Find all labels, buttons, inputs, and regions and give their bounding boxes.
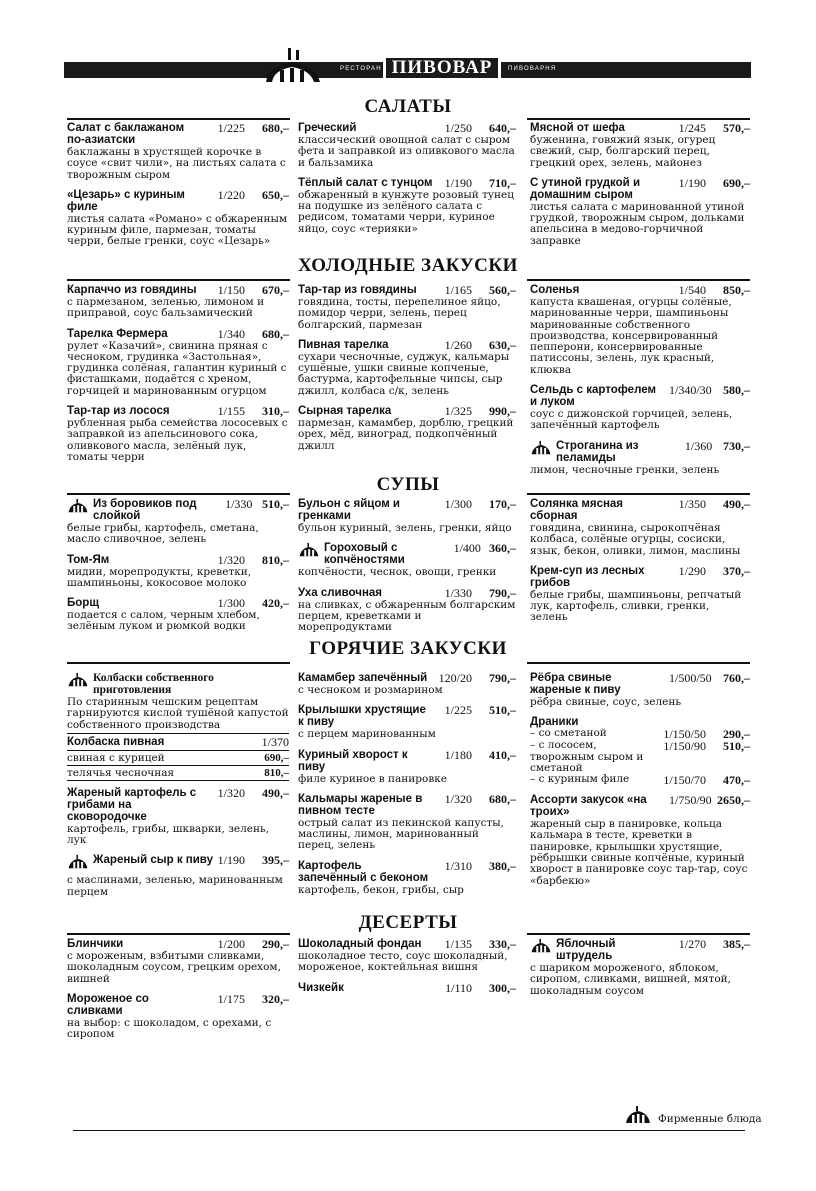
item-price: 410,–	[489, 747, 516, 762]
menu-item	[298, 498, 516, 534]
variant-label: – с куриным филе	[530, 773, 630, 786]
menu-item-row	[298, 587, 516, 599]
item-description: говядина, свинина, сырокопчёная колбаса, солёные огурцы, сосиски, язык, бекон, оливки, лимон, маслины	[530, 522, 741, 557]
item-name: Из боровиков под слойкой	[93, 498, 197, 522]
item-description: баклажаны в хрустящей корочке в соусе «свит чили», на листьях салата с творожным сыром	[67, 146, 286, 181]
menu-item-row	[67, 284, 289, 296]
menu-item	[67, 122, 289, 181]
brewery-icon	[67, 672, 89, 692]
menu-item-row	[530, 177, 750, 201]
item-name: Яблочный штрудель	[556, 938, 616, 962]
item-weight: 1/175	[217, 991, 245, 1006]
item-weight: 1/320	[217, 552, 245, 567]
menu-item-row	[67, 498, 289, 522]
item-price: 420,–	[262, 596, 289, 611]
menu-item-row	[298, 177, 516, 189]
item-price: 360,–	[489, 541, 516, 556]
menu-column	[67, 498, 289, 641]
menu-item	[67, 284, 289, 320]
price-variant-row	[530, 740, 750, 774]
item-weight: 1/340	[217, 326, 245, 341]
menu-item	[530, 440, 750, 476]
menu-item-row	[530, 498, 750, 522]
brewery-icon	[624, 1106, 652, 1128]
divider	[67, 118, 290, 120]
item-price: 380,–	[489, 858, 516, 873]
item-name: Гороховый с копчёностями	[324, 542, 405, 567]
item-name: Греческий	[298, 122, 357, 134]
item-description: говядина, тосты, перепелиное яйцо, помидор черри, зелень, перец болгарский, пармезан	[298, 296, 501, 331]
menu-item	[298, 405, 516, 452]
menu-item-row	[67, 597, 289, 609]
menu-column	[67, 284, 289, 471]
item-weight: 1/500/50	[669, 671, 712, 685]
menu-item	[298, 749, 516, 785]
menu-column	[530, 284, 750, 484]
menu-column	[530, 498, 750, 632]
menu-item-row	[67, 405, 289, 417]
item-price: 730,–	[723, 438, 750, 453]
item-name: Камамбер запечённый	[298, 672, 428, 684]
item-price: 630,–	[489, 337, 516, 352]
item-price: 640,–	[489, 121, 516, 135]
item-weight: 1/250	[444, 121, 472, 135]
footer-divider	[73, 1130, 745, 1131]
item-description: рёбра свиные, соус, зелень	[530, 696, 682, 708]
item-weight: 1/225	[444, 703, 472, 718]
item-name: Салат с баклажаном по-азиатски	[67, 122, 185, 146]
item-description: рубленная рыба семейства лососевых с заправкой из апельсинового сока, оливкового масла, зелёный лук, томаты черри	[67, 417, 288, 463]
item-name: Чизкейк	[298, 981, 344, 994]
menu-column	[530, 122, 750, 255]
item-name: Мороженое со сливками	[67, 992, 149, 1017]
item-name: Куриный хвоpост к пиву	[298, 748, 408, 773]
item-weight: 1/190	[217, 853, 245, 868]
item-price: 300,–	[489, 980, 516, 995]
item-price: 650,–	[262, 187, 289, 202]
menu-item	[298, 704, 516, 740]
item-description: с чесноком и розмарином	[298, 684, 443, 696]
menu-item	[530, 716, 750, 786]
item-weight: 1/750/90	[669, 793, 712, 808]
menu-item-row	[530, 122, 750, 134]
menu-item-row	[298, 749, 516, 773]
item-name: Строганина из пеламиды	[556, 439, 639, 464]
menu-item-row	[298, 498, 516, 522]
item-weight: 1/150/90	[663, 739, 706, 754]
brewery-icon	[530, 440, 552, 460]
menu-item	[298, 542, 516, 578]
section-title-soups: СУПЫ	[376, 474, 440, 495]
item-description: острый салат из пекинской капусты, маслины, лимон, маринованный перец, зелень	[298, 816, 504, 852]
item-description: с маслинами, зеленью, маринованным перцем	[67, 874, 283, 898]
item-description: лимон, чесночные гренки, зелень	[530, 463, 720, 476]
item-description: бульон куриный, зелень, гренки, яйцо	[298, 522, 512, 534]
item-price: 560,–	[489, 283, 516, 297]
menu-item-row	[67, 854, 289, 874]
item-weight: 1/310	[444, 858, 472, 873]
menu-item-row	[298, 542, 516, 566]
divider	[527, 933, 750, 935]
item-description: По старинным чешским рецептам гарнируются кислой тушёной капустой собственного производства	[67, 697, 289, 734]
menu-item-row	[530, 284, 750, 296]
section-title-cold: ХОЛОДНЫЕ ЗАКУСКИ	[298, 255, 518, 276]
divider	[527, 493, 750, 495]
menu-item	[67, 854, 289, 898]
menu-item-row	[298, 672, 516, 684]
item-weight: 1/320	[444, 791, 472, 806]
item-weight: 1/165	[444, 283, 472, 297]
item-description: рулет «Казачий», свинина пряная с чесноком, грудинка «Застольная», грудинка солёная, галантин куриный с фисташками, подаётся с хреном, горчицей и маринованным огурцом	[67, 339, 287, 397]
menu-item-row	[298, 938, 516, 950]
menu-column	[67, 938, 289, 1048]
item-price: 470,–	[723, 773, 750, 788]
item-description: соус с дижонской горчицей, зелень, запечённый картофель	[530, 408, 733, 432]
item-price: 580,–	[723, 383, 750, 398]
item-description: с перцем маринованным	[298, 728, 436, 741]
item-price: 490,–	[262, 785, 289, 800]
item-price: 490,–	[723, 497, 750, 511]
item-name: Сельдь с картофелем и луком	[530, 384, 656, 409]
divider	[67, 933, 290, 935]
item-description: с шариком мороженого, яблоком, сиропом, сливками, вишней, мятой, шоколадным соусом	[530, 962, 732, 997]
brewery-icon	[530, 938, 552, 958]
menu-column	[530, 938, 750, 1005]
item-price: 760,–	[723, 671, 750, 685]
menu-item	[67, 554, 289, 590]
item-weight: 1/150	[217, 283, 245, 297]
item-weight: 1/225	[217, 121, 245, 135]
menu-item-row	[298, 704, 516, 728]
item-description: белые грибы, картофель, сметана, масло сливочное, зелень	[67, 522, 259, 546]
item-weight: 1/340/30	[669, 383, 712, 398]
section-title-hot: ГОРЯЧИЕ ЗАКУСКИ	[309, 638, 507, 659]
item-description: на выбор: с шоколадом, с орехами, с сиропом	[67, 1016, 272, 1041]
menu-item	[67, 938, 289, 985]
item-price: 790,–	[489, 671, 516, 685]
menu-column	[67, 122, 289, 256]
item-description: капуста квашеная, огурцы солёные, маринованные черри, шампиньоны маринованные собственного производства, консервированный пепперони, консервированные патиссоны, зелень, лук красный, клюква	[530, 296, 732, 376]
item-description: буженина, говяжий язык, огурец свежий, сыр, болгарский перец, грецкий орех, зелень, майонез	[530, 134, 716, 169]
item-name: Крылышки хрустящие к пиву	[298, 704, 426, 729]
item-name: «Цезарь» с куриным филе	[67, 188, 185, 213]
item-description: сухари чесночные, суджук, кальмары сушёные, ушки свиные копченые, бастурма, картофельные чипсы, сыр джилл, колбаса с/к, зелень	[298, 350, 510, 397]
footer-label: Фирменные блюда	[658, 1113, 762, 1125]
item-name: Бульон с яйцом и гренками	[298, 498, 400, 522]
item-name: Колбаска пивная	[67, 735, 165, 748]
variant-label: телячья чесночная	[67, 766, 175, 779]
menu-item	[298, 177, 516, 235]
item-name: Колбаски собственного приготовления	[93, 672, 214, 696]
divider	[527, 662, 750, 664]
menu-item-row	[298, 405, 516, 417]
menu-column	[298, 498, 516, 641]
section-title-desserts: ДЕСЕРТЫ	[358, 912, 458, 933]
item-name: Жареный сыр к пиву	[93, 854, 213, 867]
menu-item-row	[67, 328, 289, 340]
item-price: 330,–	[489, 937, 516, 951]
item-name: Уха сливочная	[298, 586, 383, 599]
item-weight: 1/150/70	[663, 773, 706, 788]
item-name: Тёплый салат с тунцом	[298, 176, 433, 189]
menu-item	[298, 284, 516, 331]
item-price: 2650,–	[717, 793, 750, 808]
divider	[527, 118, 750, 120]
item-price: 850,–	[723, 283, 750, 297]
item-price: 510,–	[262, 497, 289, 511]
price-variant-row	[67, 766, 289, 781]
item-weight: 120/20	[438, 671, 472, 685]
item-price: 680,–	[489, 791, 516, 806]
menu-column	[67, 672, 289, 906]
menu-item	[298, 672, 516, 696]
item-weight: 1/330	[225, 497, 253, 511]
item-weight: 1/330	[444, 585, 472, 600]
item-description: пармезан, камамбер, дорблю, грецкий орех, мёд, виноград, подкопчённый джилл	[298, 417, 514, 452]
menu-column	[298, 122, 516, 243]
sub-item-row	[67, 734, 289, 751]
item-weight: 1/110	[445, 980, 472, 995]
item-price: 570,–	[723, 121, 750, 135]
item-price: 385,–	[723, 937, 750, 951]
item-name: Картофель запечённый с беконом	[298, 859, 429, 884]
price-variant-row	[530, 774, 750, 786]
item-weight: 1/300	[217, 596, 245, 611]
item-description: картофель, грибы, шкварки, зелень, лук	[67, 822, 270, 847]
item-price: 170,–	[489, 497, 516, 511]
item-weight: 1/190	[678, 175, 706, 190]
item-name: Тар-тар из говядины	[298, 284, 417, 296]
menu-item	[298, 860, 516, 896]
menu-item	[530, 177, 750, 247]
menu-item	[298, 982, 516, 994]
header-left-label: РЕСТОРАН	[340, 66, 382, 72]
item-price: 290,–	[723, 727, 750, 742]
item-description: мидии, морепродукты, креветки, шампиньоны, кокосовое молоко	[67, 565, 252, 589]
price-variant-row	[67, 751, 289, 766]
item-price: 990,–	[489, 404, 516, 419]
header-right-label: ПИВОВАРНЯ	[508, 66, 557, 72]
variant-label: – со сметаной	[530, 727, 607, 740]
item-description: с пармезаном, зеленью, лимоном и приправой, соус бальзамический	[67, 296, 265, 320]
sausage-header	[67, 672, 289, 696]
item-description: копчёности, чеснок, овощи, гренки	[298, 566, 497, 579]
menu-item	[67, 498, 289, 546]
menu-item	[530, 384, 750, 432]
menu-item-row	[530, 938, 750, 962]
menu-item-row	[530, 384, 750, 408]
menu-item	[298, 122, 516, 169]
menu-item-row	[530, 565, 750, 589]
item-description: белые грибы, шампиньоны, репчатый лук, картофель, сливки, гренки, зелень	[530, 588, 742, 624]
item-weight: 1/180	[444, 747, 472, 762]
brewery-icon	[67, 854, 89, 874]
item-name: Ассорти закусок «на троих»	[530, 794, 647, 819]
section-title-salads: САЛАТЫ	[364, 96, 452, 117]
divider	[67, 279, 290, 281]
item-name: Тар-тар из лосося	[67, 405, 170, 418]
item-weight: 1/135	[444, 937, 472, 951]
item-name: Том-Ям	[67, 553, 110, 566]
item-weight: 1/360	[684, 438, 713, 453]
item-name: Блинчики	[67, 938, 124, 950]
item-price: 510,–	[723, 739, 750, 754]
menu-item	[67, 597, 289, 633]
menu-item	[67, 405, 289, 463]
menu-item-row	[298, 793, 516, 817]
menu-column	[530, 672, 750, 895]
item-price: 370,–	[723, 563, 750, 578]
menu-item	[298, 339, 516, 397]
menu-item-row	[67, 938, 289, 950]
logo-text: ПИВОВАР	[386, 58, 498, 78]
item-price: 680,–	[262, 121, 289, 135]
item-price: 290,–	[262, 937, 289, 951]
item-price: 710,–	[489, 175, 516, 190]
item-weight: 1/270	[678, 937, 707, 951]
menu-item-row	[67, 189, 289, 213]
item-name: Шоколадный фондан	[298, 938, 422, 950]
menu-item-row	[530, 794, 750, 818]
item-name: С утиной грудкой и домашним сыром	[530, 176, 641, 201]
menu-item	[298, 938, 516, 974]
menu-item	[67, 993, 289, 1041]
item-name: Карпаччо из говядины	[67, 284, 197, 296]
menu-item	[67, 787, 289, 847]
menu-item	[530, 122, 750, 169]
item-description: с мороженым, взбитыми сливками, шоколадным соусом, грецким орехом, вишней	[67, 950, 281, 985]
item-name: Крем-суп из лесных грибов	[530, 564, 645, 589]
menu-item-row	[67, 993, 289, 1017]
menu-item	[530, 565, 750, 624]
item-weight: 1/290	[678, 563, 706, 578]
menu-item-row	[298, 860, 516, 884]
item-description: жареный сыр в панировке, кольца кальмара в тесте, креветки в панировке, крылышки хрустящие, рёбрышки свиные копчёные, куриный хворост в панировке соус тар-тар, соус «барбекю»	[530, 818, 748, 887]
menu-item-row	[298, 122, 516, 134]
menu-item-row	[530, 672, 750, 696]
item-description: шоколадное тесто, соус шоколадный, мороженое, коктейльная вишня	[298, 950, 508, 974]
menu-item	[298, 587, 516, 634]
item-weight: 1/200	[217, 937, 245, 951]
item-weight: 1/400	[453, 541, 481, 556]
item-price: 790,–	[489, 585, 516, 600]
item-description: филе куриное в панировке	[298, 772, 448, 785]
item-price: 690,–	[723, 175, 750, 190]
menu-item-row	[298, 284, 516, 296]
item-price: 310,–	[262, 404, 289, 419]
item-price: 320,–	[262, 991, 289, 1006]
item-weight: 1/150/50	[663, 727, 706, 742]
menu-column	[298, 284, 516, 460]
brewery-logo-icon	[258, 46, 328, 88]
menu-item-row	[298, 339, 516, 351]
item-name: Рёбра свиные жареные к пиву	[530, 672, 621, 696]
menu-item	[530, 672, 750, 708]
item-weight: 1/370	[261, 734, 289, 749]
item-weight: 1/325	[444, 404, 472, 419]
item-name: Мясной от шефа	[530, 122, 625, 134]
menu-item-row	[298, 982, 516, 994]
item-description: подается с салом, черным хлебом, зелёным луком и рюмкой водки	[67, 609, 260, 633]
menu-item	[298, 793, 516, 852]
item-price: 395,–	[262, 853, 289, 868]
item-weight: 1/220	[217, 187, 245, 202]
item-name: Сырная тарелка	[298, 405, 392, 418]
item-name: Пивная тарелка	[298, 338, 389, 351]
item-weight: 1/320	[217, 785, 245, 800]
menu-column	[298, 672, 516, 904]
item-name: Солянка мясная сборная	[530, 498, 624, 522]
divider	[67, 493, 290, 495]
item-description: обжаренный в кунжуте розовый тунец на подушке из зелёного салата с редисом, томатами черри, куриное яйцо, соус «терияки»	[298, 188, 515, 235]
item-price: 810,–	[262, 552, 289, 567]
item-name: Соленья	[530, 284, 580, 296]
item-name: Кальмары жареные в пивном тесте	[298, 792, 423, 817]
item-description: картофель, бекон, грибы, сыр	[298, 883, 464, 896]
item-name: Тарелка Фермера	[67, 327, 168, 340]
item-description: листья салата «Романо» с обжаренным куриным филе, пармезан, томаты черри, белые гренки, соус «Цезарь»	[67, 212, 288, 248]
item-description: листья салата с маринованной утиной грудкой, творожным сыром, дольками апельсина в медово-горчичной заправке	[530, 200, 745, 247]
menu-item-row	[67, 787, 289, 823]
item-price: 680,–	[262, 326, 289, 341]
menu-item	[530, 794, 750, 887]
item-weight: 1/300	[444, 497, 472, 511]
variant-price: 690,–	[264, 751, 289, 764]
menu-item	[530, 284, 750, 376]
menu-item-row	[67, 554, 289, 566]
menu-item-row	[530, 440, 750, 464]
item-name: Жареный картофель с грибами на сковородочке	[67, 786, 197, 823]
item-weight: 1/190	[444, 175, 472, 190]
item-price: 670,–	[262, 283, 289, 297]
item-weight: 1/245	[678, 121, 706, 135]
menu-item	[67, 189, 289, 248]
divider	[527, 279, 750, 281]
brewery-icon	[298, 542, 320, 562]
menu-column	[298, 938, 516, 1002]
item-description: на сливках, с обжаренным болгарским перцем, креветками и морепродуктами	[298, 598, 516, 634]
item-name: Драники	[530, 716, 579, 729]
divider	[67, 662, 290, 664]
variant-price: 810,–	[264, 766, 289, 779]
item-description: классический овощной салат с сыром фета и заправкой из оливкового масла и бальзамика	[298, 134, 515, 169]
menu-item	[530, 498, 750, 557]
variant-label: свиная с курицей	[67, 751, 165, 764]
item-weight: 1/155	[217, 404, 245, 419]
menu-item-row	[67, 122, 289, 146]
brewery-icon	[67, 498, 89, 518]
menu-item	[530, 938, 750, 997]
variant-label: – с лососем, творожным сыром и сметаной	[530, 739, 644, 774]
item-weight: 1/350	[678, 497, 706, 511]
item-weight: 1/260	[444, 337, 472, 352]
item-price: 510,–	[489, 703, 516, 718]
item-name: Борщ	[67, 597, 100, 610]
item-weight: 1/540	[678, 283, 706, 297]
menu-item	[67, 328, 289, 397]
